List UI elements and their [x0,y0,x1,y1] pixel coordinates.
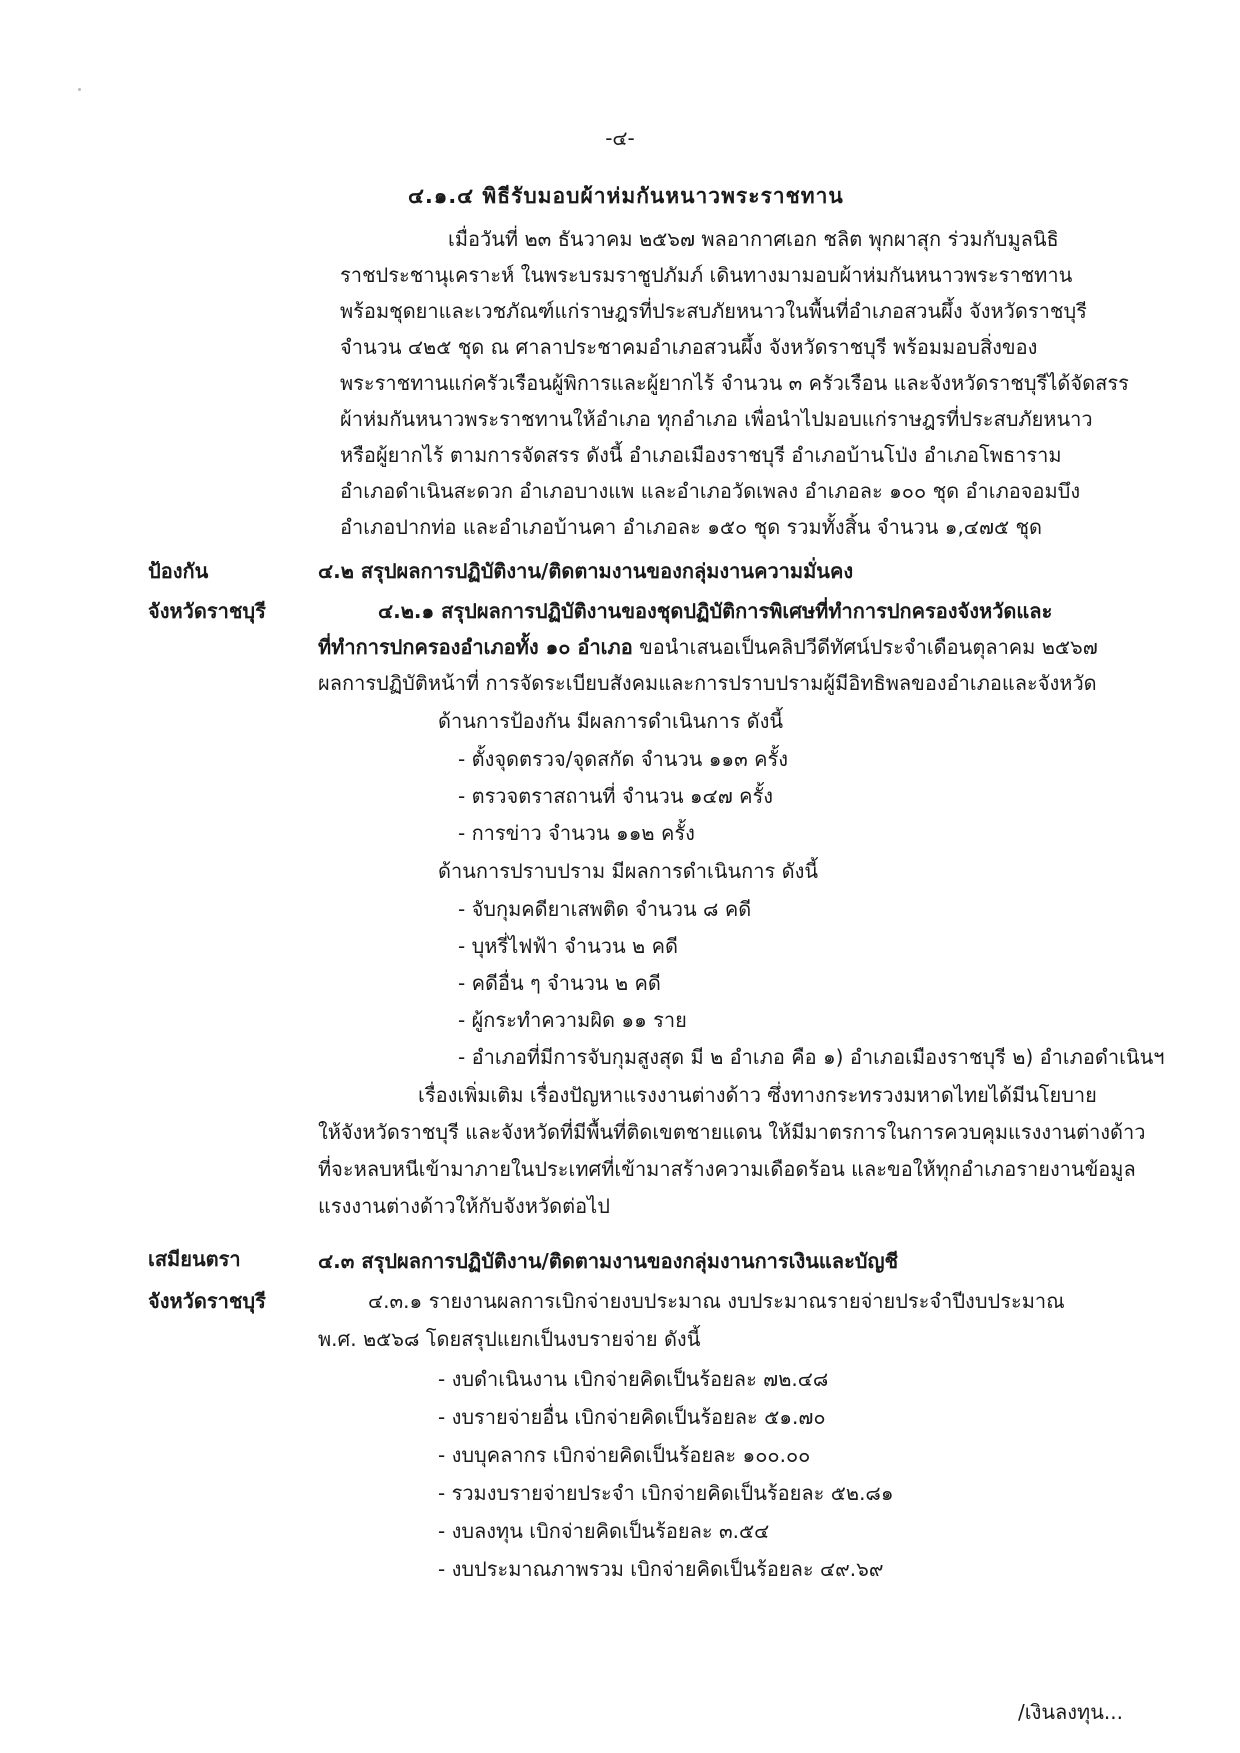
section-42-heading: ๔.๒ สรุปผลการปฏิบัติงาน/ติดตามงานของกลุ่มงานความมั่นคง [318,559,854,583]
paragraph-line: ให้จังหวัดราชบุรี และจังหวัดที่มีพื้นที่ติดเขตชายแดน ให้มีมาตรการในการควบคุมแรงงานต่างด้าว [318,1120,1146,1144]
paragraph-line: เรื่องเพิ่มเติม เรื่องปัญหาแรงงานต่างด้าว ซึ่งทางกระทรวงมหาดไทยได้มีนโยบาย [418,1083,1097,1107]
margin-note-line: ป้องกัน [148,559,209,583]
suppression-heading: ด้านการปราบปราม มีผลการดำเนินการ ดังนี้ [438,859,819,883]
paragraph-line: ที่จะหลบหนีเข้ามาภายในประเทศที่เข้ามาสร้างความเดือดร้อน และขอให้ทุกอำเภอรายงานข้อมูล [318,1157,1136,1181]
list-item: - งบประมาณภาพรวม เบิกจ่ายคิดเป็นร้อยละ ๔๙.๖๙ [438,1557,884,1581]
list-item: - บุหรี่ไฟฟ้า จำนวน ๒ คดี [458,934,678,958]
list-item: - งบลงทุน เบิกจ่ายคิดเป็นร้อยละ ๓.๕๔ [438,1519,770,1543]
paragraph-line: เมื่อวันที่ ๒๓ ธันวาคม ๒๕๖๗ พลอากาศเอก ชลิต พุกผาสุก ร่วมกับมูลนิธิ [448,227,1059,251]
paragraph-line: อำเภอปากท่อ และอำเภอบ้านคา อำเภอละ ๑๕๐ ชุด รวมทั้งสิ้น จำนวน ๑,๔๗๕ ชุด [340,515,1043,539]
margin-note-line: เสมียนตรา [148,1247,241,1271]
list-item: - คดีอื่น ๆ จำนวน ๒ คดี [458,971,661,995]
line-rest: ขอนำเสนอเป็นคลิปวีดีทัศน์ประจำเดือนตุลาคม ๒๕๖๗ [632,635,1098,659]
list-item: - การข่าว จำนวน ๑๑๒ ครั้ง [458,821,695,845]
section-414-title: ๔.๑.๔ พิธีรับมอบผ้าห่มกันหนาวพระราชทาน [408,184,844,208]
paragraph-line: ราชประชานุเคราะห์ ในพระบรมราชูปภัมภ์ เดินทางมามอบผ้าห่มกันหนาวพระราชทาน [340,263,1073,287]
margin-note-line: จังหวัดราชบุรี [148,1289,266,1313]
section-421-heading: ๔.๒.๑ สรุปผลการปฏิบัติงานของชุดปฏิบัติการพิเศษที่ทำการปกครองจังหวัดและ [378,599,1053,623]
list-item: - งบดำเนินงาน เบิกจ่ายคิดเป็นร้อยละ ๗๒.๔๘ [438,1367,829,1391]
prevention-heading: ด้านการป้องกัน มีผลการดำเนินการ ดังนี้ [438,709,784,733]
section-421-line2 [318,632,1098,662]
paragraph-line: ผลการปฏิบัติหน้าที่ การจัดระเบียบสังคมและการปราบปรามผู้มีอิทธิพลของอำเภอและจังหวัด [318,671,1097,695]
list-item: - งบรายจ่ายอื่น เบิกจ่ายคิดเป็นร้อยละ ๕๑.๗๐ [438,1405,826,1429]
paragraph-line: ผ้าห่มกันหนาวพระราชทานให้อำเภอ ทุกอำเภอ เพื่อนำไปมอบแก่ราษฎรที่ประสบภัยหนาว [340,407,1093,431]
section-43-heading: ๔.๓ สรุปผลการปฏิบัติงาน/ติดตามงานของกลุ่มงานการเงินและบัญชี [318,1249,899,1273]
paragraph-line: อำเภอดำเนินสะดวก อำเภอบางแพ และอำเภอวัดเพลง อำเภอละ ๑๐๐ ชุด อำเภอจอมบึง [340,479,1081,503]
list-item: - อำเภอที่มีการจับกุมสูงสุด มี ๒ อำเภอ คือ ๑) อำเภอเมืองราชบุรี ๒) อำเภอดำเนินฯ [458,1045,1165,1069]
paragraph-line: หรือผู้ยากไร้ ตามการจัดสรร ดังนี้ อำเภอเมืองราชบุรี อำเภอบ้านโป่ง อำเภอโพธาราม [340,443,1062,467]
list-item: - ผู้กระทำความผิด ๑๑ ราย [458,1008,687,1032]
paragraph-line: แรงงานต่างด้าวให้กับจังหวัดต่อไป [318,1194,610,1218]
paragraph-line: พระราชทานแก่ครัวเรือนผู้พิการและผู้ยากไร้ จำนวน ๓ ครัวเรือน และจังหวัดราชบุรีได้จัดสรร [340,371,1129,395]
paragraph-line: พ.ศ. ๒๕๖๘ โดยสรุปแยกเป็นงบรายจ่าย ดังนี้ [318,1327,701,1351]
list-item: - ตรวจตราสถานที่ จำนวน ๑๔๗ ครั้ง [458,784,773,808]
list-item: - ตั้งจุดตรวจ/จุดสกัด จำนวน ๑๑๓ ครั้ง [458,747,789,771]
list-item: - งบบุคลากร เบิกจ่ายคิดเป็นร้อยละ ๑๐๐.๐๐ [438,1443,811,1467]
margin-note-line: จังหวัดราชบุรี [148,599,266,623]
page-number: -๔- [605,126,635,150]
paragraph-line: ๔.๓.๑ รายงานผลการเบิกจ่ายงบประมาณ งบประมาณรายจ่ายประจำปีงบประมาณ [368,1289,1065,1313]
paragraph-line: จำนวน ๔๒๕ ชุด ณ ศาลาประชาคมอำเภอสวนผึ้ง จังหวัดราชบุรี พร้อมมอบสิ่งของ [340,335,1038,359]
scan-speck [78,88,81,91]
list-item: - จับกุมคดียาเสพติด จำนวน ๘ คดี [458,897,752,921]
bold-phrase: ที่ทำการปกครองอำเภอทั้ง ๑๐ อำเภอ [318,635,633,659]
continuation-footer: /เงินลงทุน... [1018,1700,1123,1724]
list-item: - รวมงบรายจ่ายประจำ เบิกจ่ายคิดเป็นร้อยละ ๕๒.๘๑ [438,1481,894,1505]
paragraph-line: พร้อมชุดยาและเวชภัณฑ์แก่ราษฎรที่ประสบภัยหนาวในพื้นที่อำเภอสวนผึ้ง จังหวัดราชบุรี [340,299,1087,323]
